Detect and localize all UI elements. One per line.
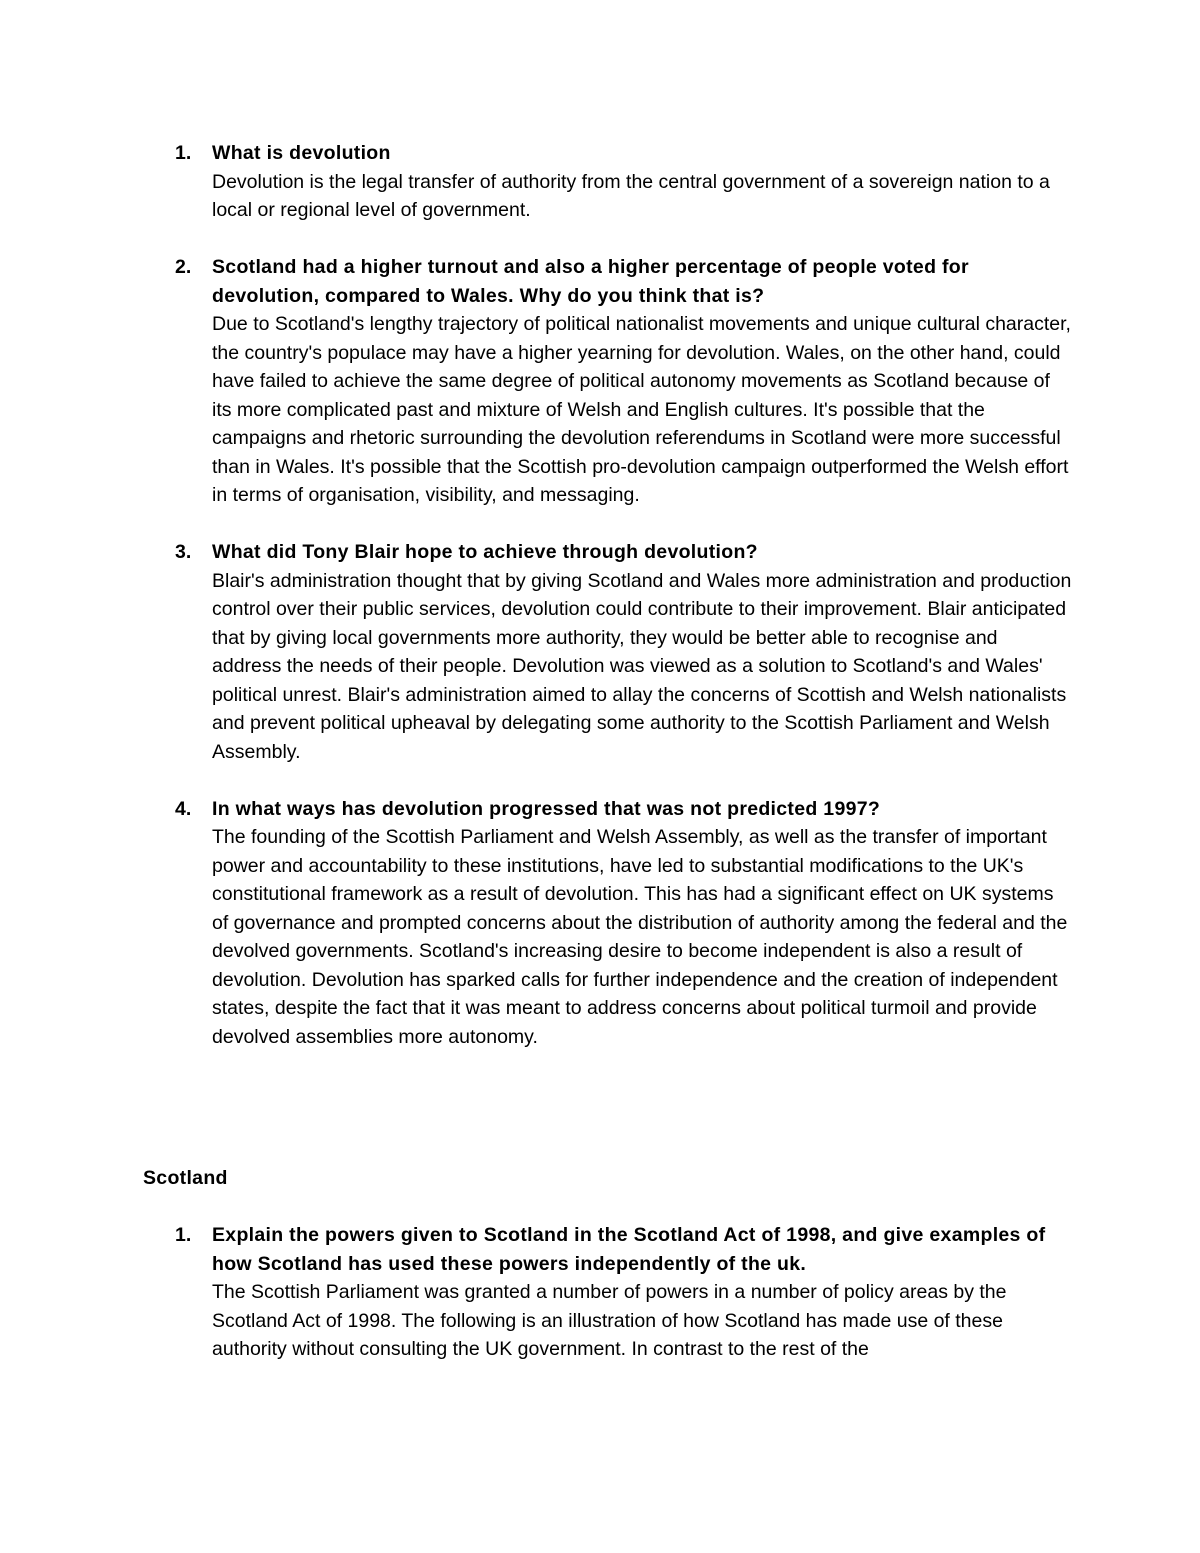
question-title: Explain the powers given to Scotland in the Scotland Act of 1998, and give examples of how Scotland has used these powers independently of the uk. bbox=[212, 1224, 1046, 1275]
question-number: 1. bbox=[175, 1224, 192, 1246]
question-item-1 bbox=[0, 1221, 1072, 1364]
answer-text: The Scottish Parliament was granted a number of powers in a number of policy areas by the Scotland Act of 1998. The following is an illustration of how Scotland has made use of these authority without consulting the UK government. In contrast to the rest of the bbox=[212, 1281, 1007, 1360]
question-item-3 bbox=[0, 538, 1072, 795]
answer-text: Due to Scotland's lengthy trajectory of political nationalist movements and unique cultural character, the country's populace may have a higher yearning for devolution. Wales, on the other hand, could have failed to achieve the same degree of political autonomy movements as Scotland because of its more complicated past and mixture of Welsh and English cultures. It's possible that the campaigns and rhetoric surrounding the devolution referendums in Scotland were more successful than in Wales. It's possible that the Scottish pro-devolution campaign outperformed the Welsh effort in terms of organisation, visibility, and messaging. bbox=[212, 313, 1071, 506]
question-title: What is devolution bbox=[212, 142, 391, 164]
question-number: 4. bbox=[175, 797, 192, 820]
question-title: What did Tony Blair hope to achieve through devolution? bbox=[212, 541, 758, 563]
question-list-scotland bbox=[0, 1221, 1200, 1364]
question-number: 2. bbox=[175, 256, 192, 278]
question-list-devolution bbox=[0, 139, 1200, 1051]
question-number: 3. bbox=[175, 541, 192, 563]
question-title: In what ways has devolution progressed that was not predicted 1997? bbox=[212, 797, 881, 820]
section-heading-scotland: Scotland bbox=[143, 1167, 228, 1189]
answer-text: Blair's administration thought that by giving Scotland and Wales more administration and production control over their public services, devolution could contribute to their improvement. Blair anticipated that by giving local governments more authority, they would be better able to recognise and address the needs of their people. Devolution was viewed as a solution to Scotland's and Wales' political unrest. Blair's administration aimed to allay the concerns of Scottish and Welsh nationalists and prevent political upheaval by delegating some authority to the Scottish Parliament and Welsh Assembly. bbox=[212, 569, 1072, 763]
question-item-1 bbox=[0, 139, 1072, 253]
answer-text: The founding of the Scottish Parliament and Welsh Assembly, as well as the transfer of important power and accountability to these institutions, have led to substantial modifications to the UK's constitutional framework as a result of devolution. This has had a significant effect on UK systems of governance and prompted concerns about the distribution of authority among the federal and the devolved governments. Scotland's increasing desire to become independent is also a result of devolution. Devolution has sparked calls for further independence and the creation of independent states, despite the fact that it was meant to address concerns about political turmoil and provide devolved assemblies more autonomy. bbox=[212, 826, 1068, 1048]
question-title: Scotland had a higher turnout and also a higher percentage of people voted for devolution, compared to Wales. Why do you think that is? bbox=[212, 256, 969, 307]
question-number: 1. bbox=[175, 142, 192, 164]
answer-text: Devolution is the legal transfer of authority from the central government of a sovereign nation to a local or regional level of government. bbox=[212, 170, 1050, 221]
question-item-4 bbox=[0, 795, 1072, 1052]
question-item-2 bbox=[0, 253, 1072, 538]
